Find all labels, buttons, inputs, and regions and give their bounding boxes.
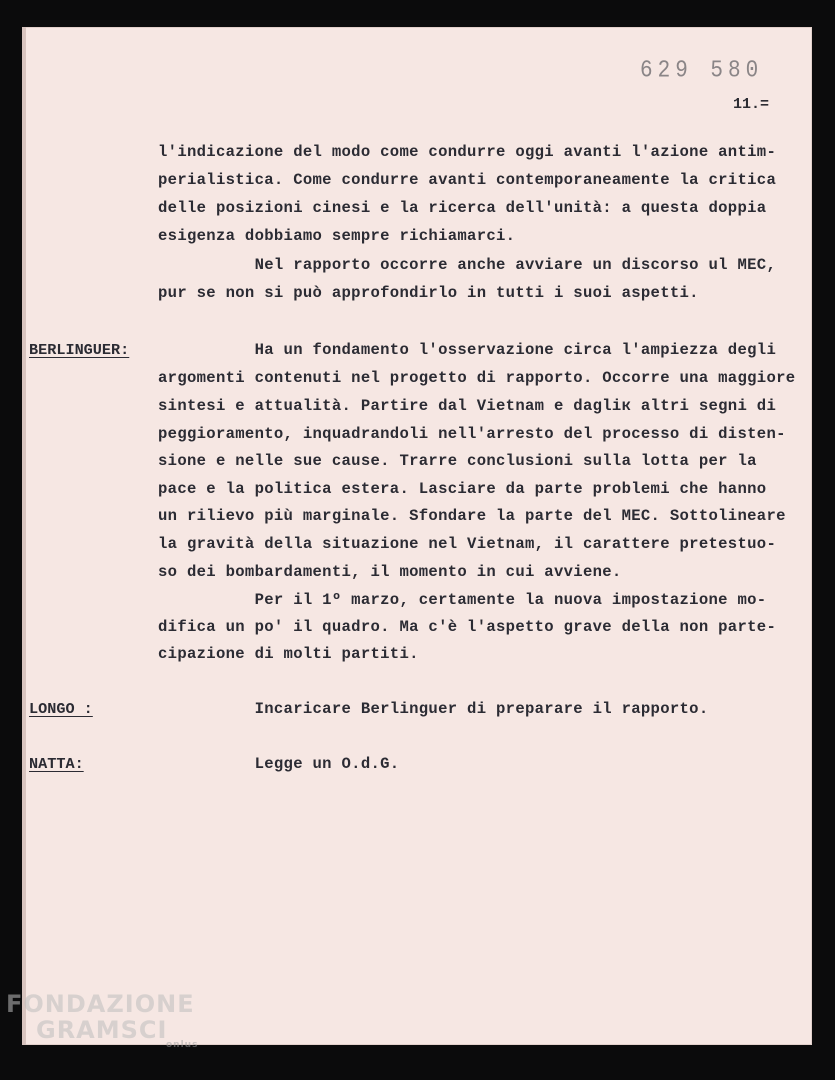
text-line: difica un po' il quadro. Ma c'è l'aspetto grave della non parte- [158,618,777,636]
watermark-line3: onlus [166,1040,199,1050]
watermark-line1: FONDAZIONE [6,990,195,1018]
text-line: la gravità della situazione nel Vietnam, il carattere pretestuo- [158,535,777,553]
text-line: pur se non si può approfondirlo in tutti i suoi aspetti. [158,284,699,302]
text-line: l'indicazione del modo come condurre oggi avanti l'azione antim- [158,143,777,161]
watermark-logo [6,990,198,1050]
text-line: un rilievo più marginale. Sfondare la parte del MEC. Sottolineare [158,507,786,525]
speaker-label-longo: LONGO : [29,700,93,718]
text-line: sione e nelle sue cause. Trarre conclusioni sulla lotta per la [158,452,757,470]
text-line: peggioramento, inquadrandoli nell'arresto del processo di disten- [158,425,786,443]
text-line: pace e la politica estera. Lasciare da parte problemi che hanno [158,480,767,498]
text-line: Ha un fondamento l'osservazione circa l'ampiezza degli [158,341,777,359]
text-line: delle posizioni cinesi e la ricerca dell'unità: a questa doppia [158,199,767,217]
text-line: perialistica. Come condurre avanti contemporaneamente la critica [158,171,777,189]
watermark-line2: GRAMSCI [36,1016,168,1044]
text-line: Per il 1º marzo, certamente la nuova impostazione mo- [158,591,767,609]
text-line: Legge un O.d.G. [158,755,400,773]
text-line: cipazione di molti partiti. [158,645,419,663]
page-edge [22,27,26,1045]
text-line: so dei bombardamenti, il momento in cui avviene. [158,563,622,581]
text-line: Incaricare Berlinguer di preparare il rapporto. [158,700,709,718]
speaker-label-natta: NATTA: [29,755,84,773]
archive-number: 629 580 [640,58,764,85]
text-line: esigenza dobbiamo sempre richiamarci. [158,227,516,245]
text-line: Nel rapporto occorre anche avviare un discorso ul MEC, [158,256,777,274]
speaker-label-berlinguer: BERLINGUER: [29,341,130,359]
page-number: 11.= [733,96,770,113]
text-line: sintesi e attualità. Partire dal Vietnam e dagliк altri segni di [158,397,777,415]
text-line: argomenti contenuti nel progetto di rapporto. Occorre una maggiore [158,369,796,387]
